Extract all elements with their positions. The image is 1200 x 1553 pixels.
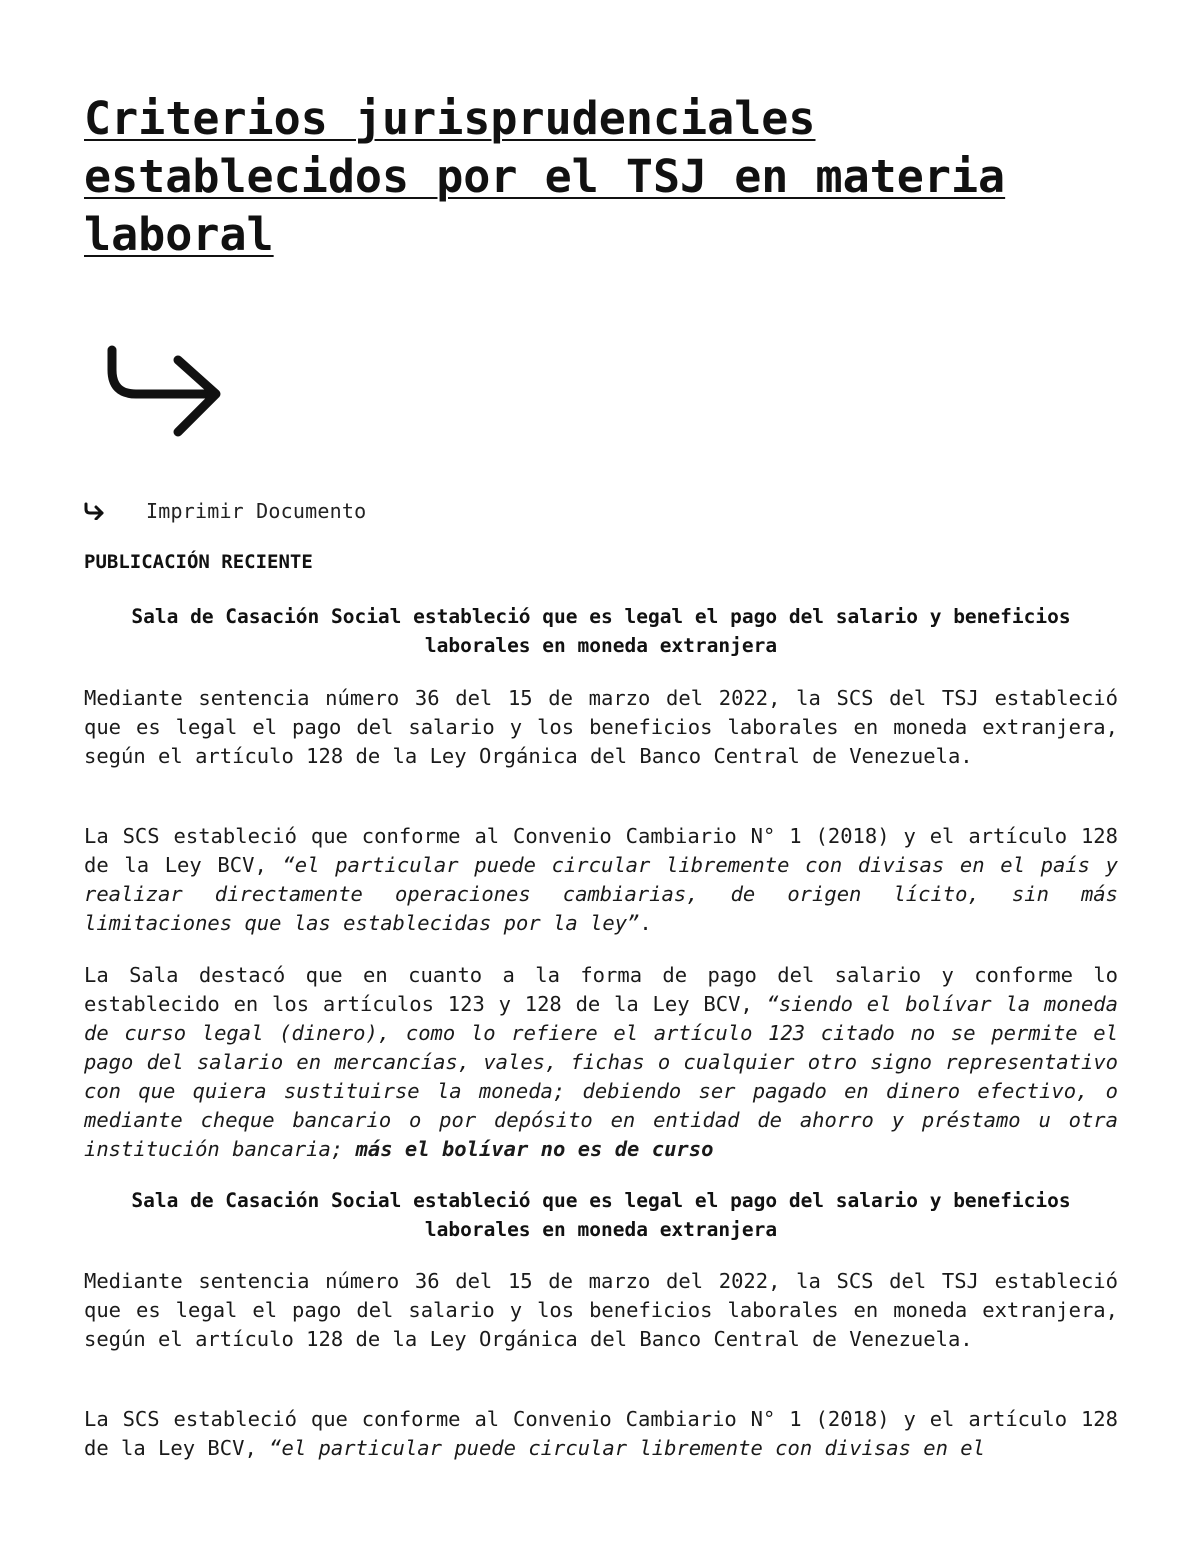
article-title: Sala de Casación Social estableció que es legal el pago del salario y beneficios laborales en moneda extranjera [131,1189,1071,1241]
page-title: Criterios jurisprudenciales establecidos por el TSJ en materia laboral [84,92,1006,261]
print-arrow-icon [84,502,106,520]
paragraph-text: La SCS estableció que conforme al Convenio Cambiario N° 1 (2018) y el artículo 128 de la Ley BCV, [84,824,1118,877]
paragraph-text: . [639,911,652,935]
paragraph [84,961,1118,1164]
paragraph-text: La Sala destacó que en cuanto a la forma de pago del salario y conforme lo establecido en los artículos 123 y 128 de la Ley BCV, [84,963,1118,1016]
share-arrow-icon[interactable] [106,340,232,444]
bold-quote-text: más el bolívar no es de curso [355,1137,714,1161]
quote-text: “el particular puede circular libremente con divisas en el país y realizar directamente operaciones cambiarias, de origen lícito, sin más limitaciones que las establecidas por la ley” [84,853,1118,935]
print-document-link[interactable] [84,496,366,526]
paragraph-text: La SCS estableció que conforme al Convenio Cambiario N° 1 (2018) y el artículo 128 de la Ley BCV, [84,1407,1118,1460]
paragraph [84,822,1118,938]
paragraph: Mediante sentencia número 36 del 15 de marzo del 2022, la SCS del TSJ estableció que es legal el pago del salario y los beneficios laborales en moneda extranjera, según el artículo 128 de la Ley Orgánica del Banco Central de Venezuela. [84,686,1118,768]
print-label[interactable]: Imprimir Documento [146,499,367,523]
section-label: PUBLICACIÓN RECIENTE [84,551,313,573]
quote-text: “el particular puede circular libremente con divisas en el [269,1436,985,1460]
quote-text: “siendo el bolívar la moneda de curso legal (dinero), como lo refiere el artículo 123 citado no se permite el pago del salario en mercancías, vales, fichas o cualquier otro signo representativo con que quiera sustituirse la moneda; debiendo ser pagado en dinero efectivo, o mediante cheque bancario o por depósito en entidad de ahorro y préstamo u otra institución bancaria; [84,992,1118,1161]
paragraph: Mediante sentencia número 36 del 15 de marzo del 2022, la SCS del TSJ estableció que es legal el pago del salario y los beneficios laborales en moneda extranjera, según el artículo 128 de la Ley Orgánica del Banco Central de Venezuela. [84,1269,1118,1351]
article-title: Sala de Casación Social estableció que es legal el pago del salario y beneficios laborales en moneda extranjera [131,605,1071,657]
paragraph [84,1405,1118,1463]
